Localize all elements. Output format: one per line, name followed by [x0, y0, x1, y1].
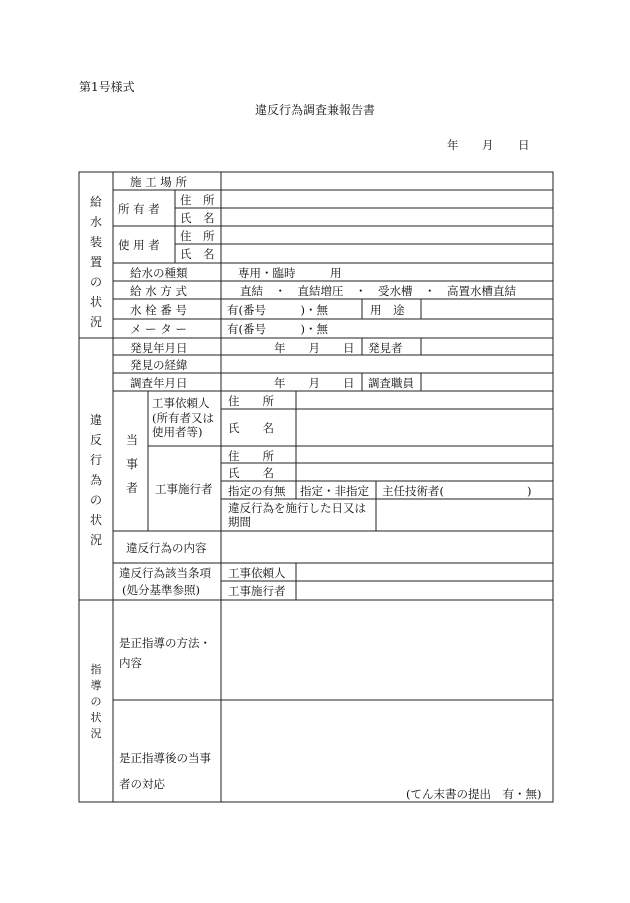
date-day: 日 — [518, 138, 530, 152]
user-label: 使 用 者 — [118, 238, 160, 252]
found-date-value: 年 月 日 — [274, 341, 355, 355]
section-violation-label: 違反行為の状況 — [89, 413, 102, 547]
found-process-label: 発見の経緯 — [130, 358, 188, 372]
client-address-label: 住 所 — [228, 394, 274, 408]
use-label: 用 途 — [370, 303, 405, 317]
meter-value: 有(番号 )・無 — [227, 322, 328, 336]
tap-number-value: 有(番号 )・無 — [227, 303, 328, 317]
violation-content-label: 違反行為の内容 — [126, 541, 207, 555]
supply-method-value: 直結 ・ 直結増圧 ・ 受水槽 ・ 高置水槽直結 — [240, 284, 516, 298]
report-submission: (てん末書の提出 有・無) — [406, 787, 542, 801]
survey-date-value: 年 月 日 — [274, 376, 355, 390]
chief-engineer-label: 主任技術者( — [382, 484, 444, 498]
clause-contractor-label: 工事施行者 — [228, 584, 286, 598]
surveyor-label: 調査職員 — [368, 376, 414, 390]
form-title: 違反行為調査兼報告書 — [255, 103, 376, 117]
owner-address-label: 住 所 — [180, 193, 215, 207]
clause-note: (処分基準参照) — [122, 583, 200, 597]
guidance-method-label: 是正指導の方法・内容 — [119, 636, 211, 670]
supply-kind-value: 専用・臨時 用 — [238, 266, 342, 280]
user-name-label: 氏 名 — [180, 247, 215, 261]
contractor-name-label: 氏 名 — [228, 466, 274, 480]
chief-engineer-close: ) — [527, 484, 532, 498]
section-supply-label: 給水装置の状況 — [89, 195, 102, 329]
period-label: 違反行為を施行した日又は期間 — [228, 501, 366, 529]
client-label: 工事依頼人 — [152, 396, 210, 410]
client-name-label: 氏 名 — [228, 421, 274, 435]
designation-value: 指定・非指定 — [300, 484, 369, 498]
found-date-label: 発見年月日 — [130, 341, 188, 355]
designation-label: 指定の有無 — [228, 484, 286, 498]
date-month: 月 — [482, 138, 494, 152]
client-note: (所有者又は使用者等) — [152, 411, 214, 439]
survey-date-label: 調査年月日 — [130, 376, 188, 390]
finder-label: 発見者 — [368, 341, 403, 355]
meter-label: メ ー タ ー — [130, 322, 187, 336]
parties-label: 当事者 — [125, 433, 138, 495]
contractor-label: 工事施行者 — [155, 482, 213, 496]
clause-client-label: 工事依頼人 — [228, 566, 286, 580]
section-guidance-label: 指導の状況 — [90, 663, 102, 740]
contractor-address-label: 住 所 — [228, 449, 274, 463]
tap-number-label: 水 栓 番 号 — [130, 303, 187, 317]
owner-name-label: 氏 名 — [180, 211, 215, 225]
clause-label: 違反行為該当条項 — [119, 566, 211, 580]
supply-kind-label: 給水の種類 — [130, 266, 188, 280]
guidance-response-label: 是正指導後の当事者の対応 — [119, 751, 211, 791]
supply-method-label: 給 水 方 式 — [130, 284, 187, 298]
user-address-label: 住 所 — [180, 229, 215, 243]
owner-label: 所 有 者 — [118, 202, 160, 216]
form-number: 第1号様式 — [79, 80, 135, 94]
site-label: 施 工 場 所 — [130, 175, 187, 189]
date-year: 年 — [447, 138, 459, 152]
